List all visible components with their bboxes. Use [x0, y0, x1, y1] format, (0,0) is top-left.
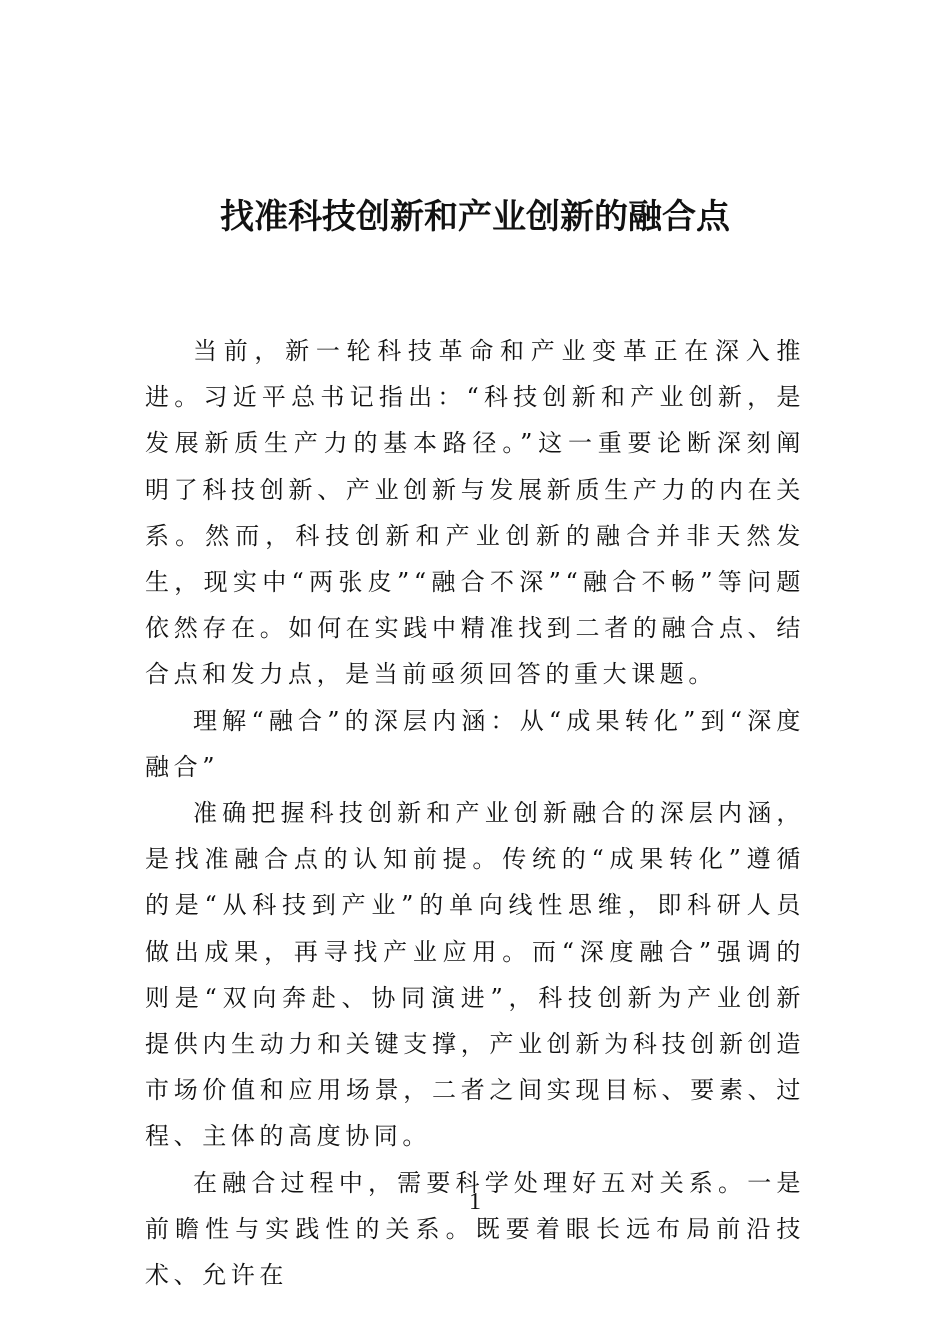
- paragraph-connotation: 准确把握科技创新和产业创新融合的深层内涵，是找准融合点的认知前提。传统的“成果转化”遵循的是“从科技到产业”的单向线性思维，即科研人员做出成果，再寻找产业应用。而“深度融合”强调的则是“双向奔赴、协同演进”，科技创新为产业创新提供内生动力和关键支撑，产业创新为科技创新创造市场价值和应用场景，二者之间实现目标、要素、过程、主体的高度协同。: [145, 799, 805, 1151]
- document-body: [145, 328, 805, 1298]
- paragraph-relations: 在融合过程中，需要科学处理好五对关系。一是前瞻性与实践性的关系。既要着眼长远布局前沿技术、允许在: [145, 1168, 805, 1290]
- section-heading: 理解“融合”的深层内涵：从“成果转化”到“深度融合”: [145, 706, 805, 781]
- page-number: 1: [469, 1189, 481, 1215]
- paragraph-intro: 当前，新一轮科技革命和产业变革正在深入推进。习近平总书记指出：“科技创新和产业创新，是发展新质生产力的基本路径。”这一重要论断深刻阐明了科技创新、产业创新与发展新质生产力的内在关系。然而，科技创新和产业创新的融合并非天然发生，现实中“两张皮”“融合不深”“融合不畅”等问题依然存在。如何在实践中精准找到二者的融合点、结合点和发力点，是当前亟须回答的重大课题。: [145, 337, 805, 689]
- document-title: 找准科技创新和产业创新的融合点: [220, 197, 730, 237]
